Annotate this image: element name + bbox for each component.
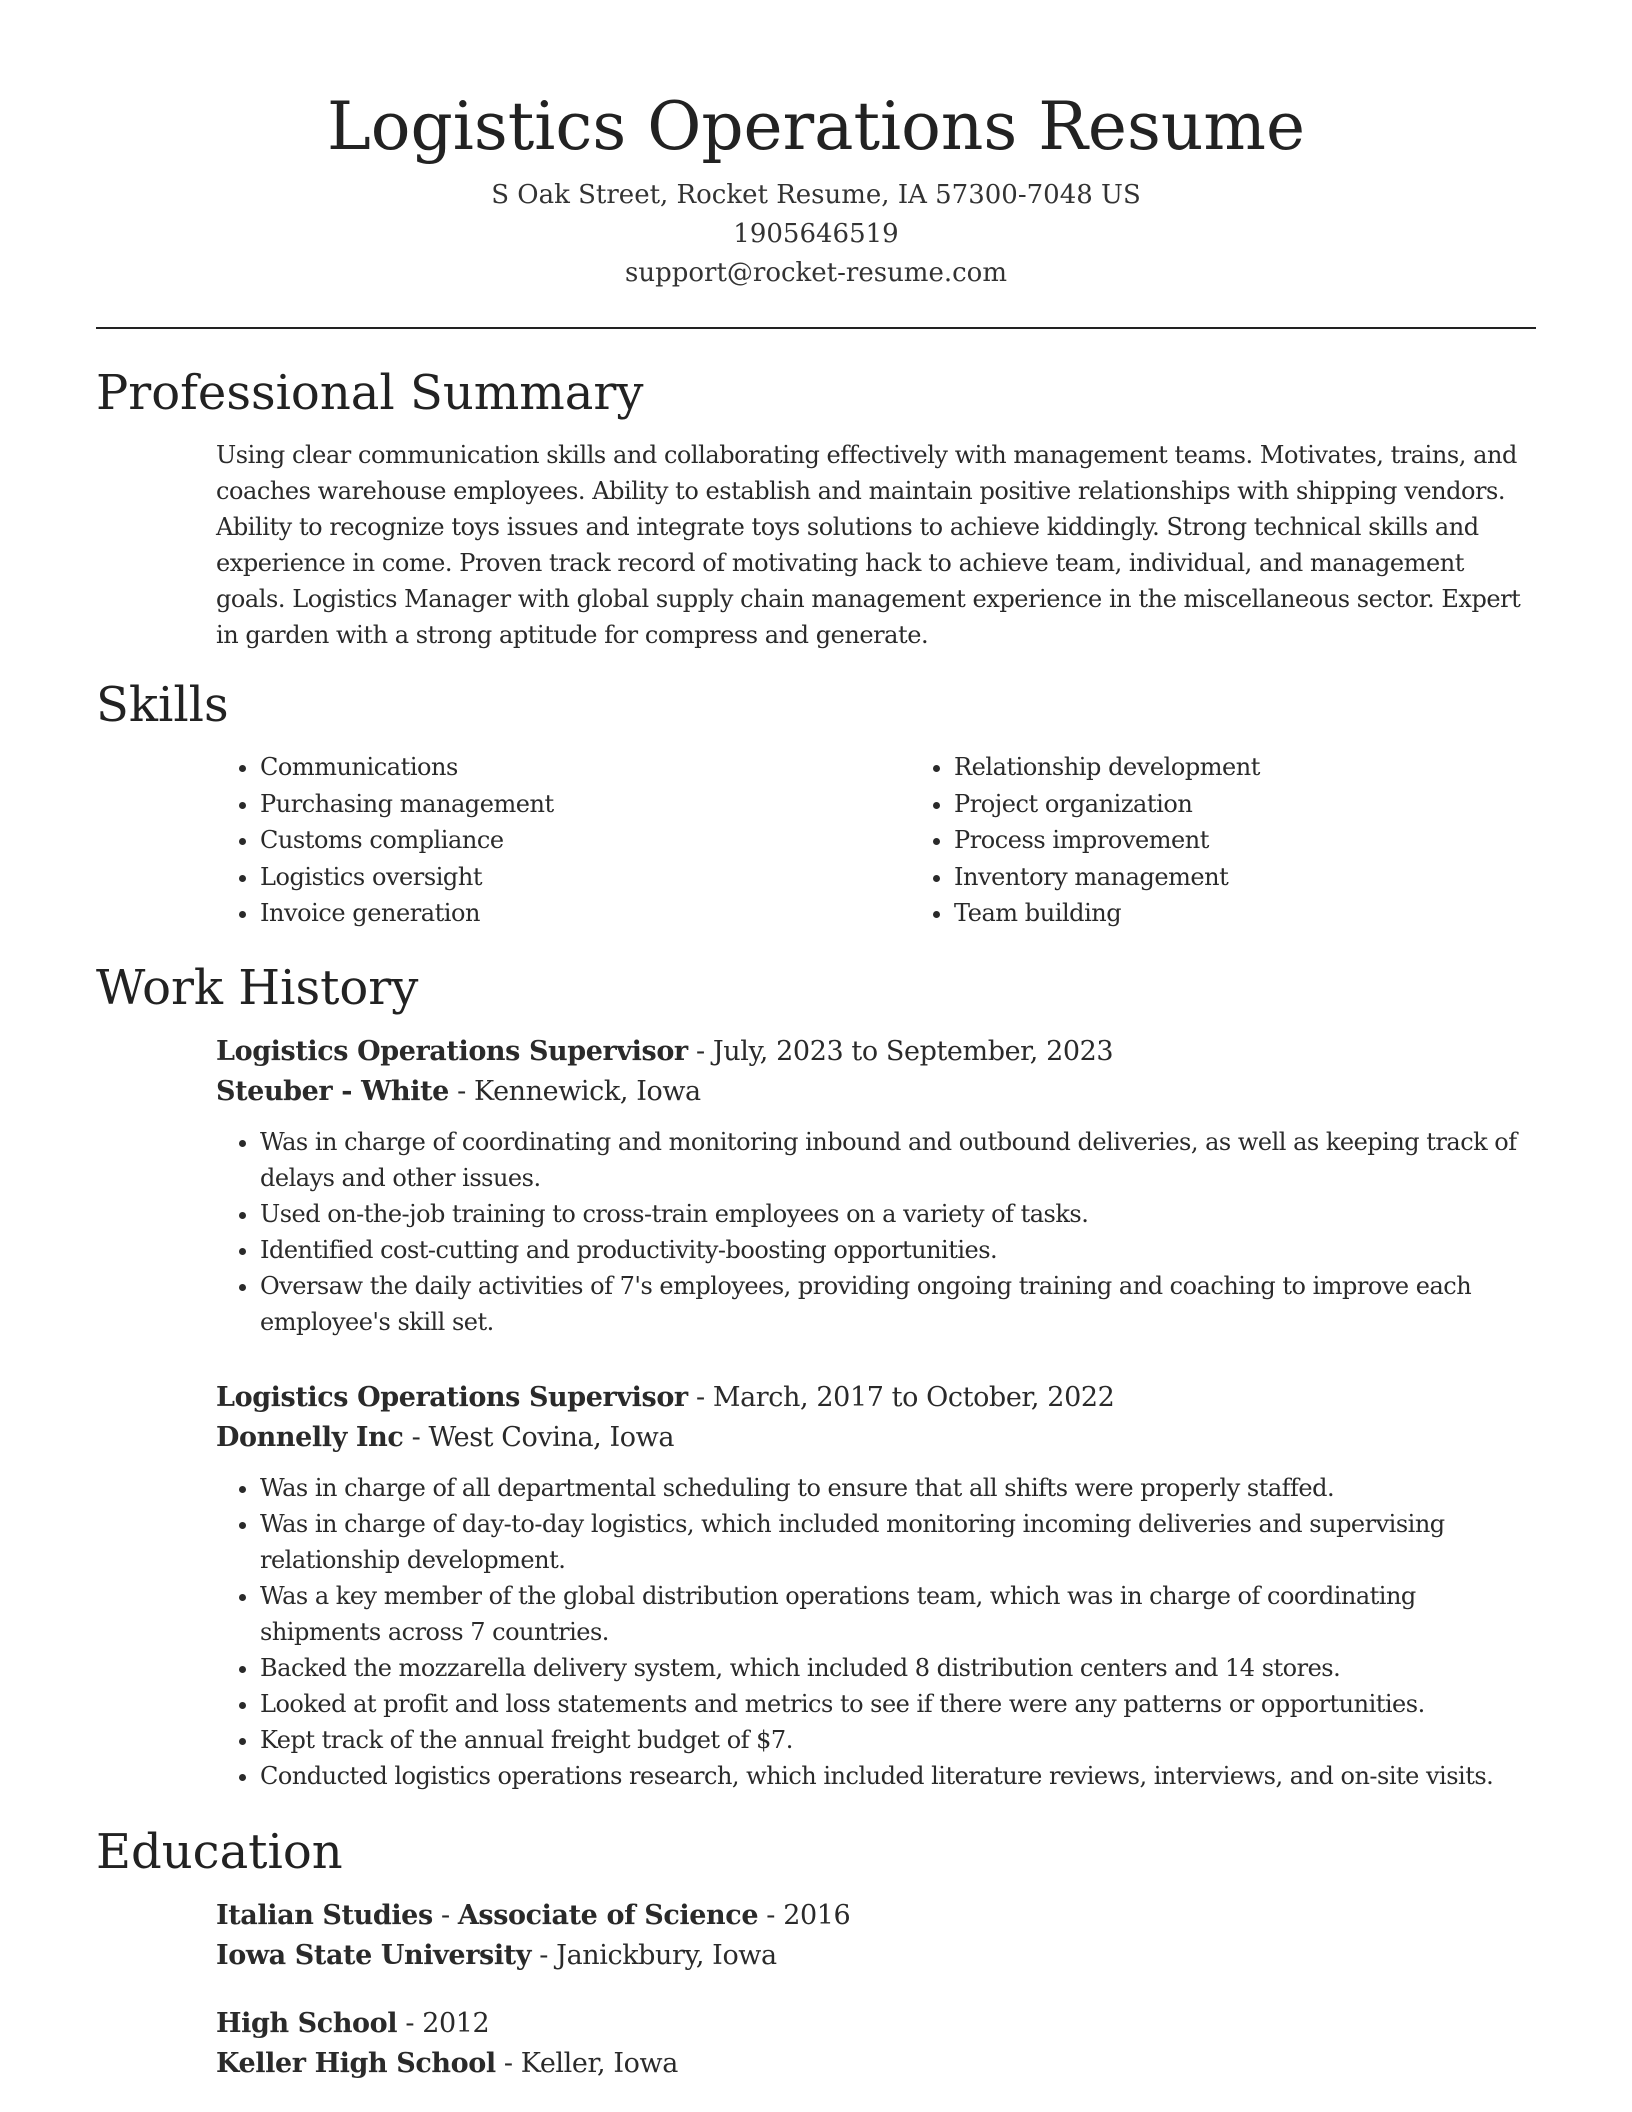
job-bullet: • Was in charge of day-to-day logistics, which included monitoring incoming deliveries and supervising relationship development. bbox=[260, 1506, 1536, 1578]
job-location: West Covina, Iowa bbox=[428, 1421, 675, 1453]
education-school: Keller High School bbox=[216, 2047, 496, 2079]
job-bullet: • Was in charge of coordinating and monitoring inbound and outbound deliveries, as well as keeping track of delays and other issues. bbox=[260, 1124, 1536, 1196]
work-history-heading: Work History bbox=[96, 959, 419, 1016]
job-responsibilities bbox=[216, 1124, 1536, 1340]
resume-header bbox=[96, 0, 1536, 293]
education-degree-line bbox=[216, 1896, 1536, 1936]
job-title: Logistics Operations Supervisor bbox=[216, 1381, 688, 1413]
contact-phone: 1905646519 bbox=[733, 219, 899, 249]
job-company-line bbox=[216, 1072, 1536, 1112]
job-title: Logistics Operations Supervisor bbox=[216, 1035, 688, 1067]
education-heading: Education bbox=[96, 1823, 343, 1880]
header-divider bbox=[96, 327, 1536, 329]
separator: - bbox=[766, 1899, 784, 1931]
job-bullet: • Looked at profit and loss statements and metrics to see if there were any patterns or opportunities. bbox=[260, 1686, 1536, 1722]
job-bullet: • Used on-the-job training to cross-train employees on a variety of tasks. bbox=[260, 1196, 1536, 1232]
job-bullet: • Kept track of the annual freight budget of $7. bbox=[260, 1722, 1536, 1758]
separator: - bbox=[503, 2047, 521, 2079]
skill-item: • Process improvement bbox=[954, 822, 1536, 859]
education-location: Keller, Iowa bbox=[520, 2047, 678, 2079]
contact-address: S Oak Street, Rocket Resume, IA 57300-7048 US bbox=[491, 180, 1141, 210]
skill-item: • Invoice generation bbox=[260, 895, 910, 932]
resume-title: Logistics Operations Resume bbox=[326, 88, 1306, 165]
job-responsibilities bbox=[216, 1470, 1536, 1794]
separator: - bbox=[440, 1899, 458, 1931]
skills-heading: Skills bbox=[96, 677, 229, 733]
education-school-line bbox=[216, 1936, 1536, 1976]
education-school-line bbox=[216, 2044, 1536, 2084]
job-bullet: • Conducted logistics operations research, which included literature reviews, interviews, and on-site visits. bbox=[260, 1758, 1536, 1794]
contact-email: support@rocket-resume.com bbox=[624, 258, 1007, 288]
skill-item: • Inventory management bbox=[954, 859, 1536, 896]
skill-item: • Relationship development bbox=[954, 749, 1536, 786]
education-year: 2016 bbox=[783, 1899, 851, 1931]
job-dates: March, 2017 to October, 2022 bbox=[712, 1381, 1115, 1413]
job-company: Steuber - White bbox=[216, 1075, 449, 1107]
education-location: Janickbury, Iowa bbox=[556, 1939, 777, 1971]
job-dates: July, 2023 to September, 2023 bbox=[712, 1035, 1114, 1067]
education-body bbox=[216, 1896, 1536, 2084]
separator: - bbox=[539, 1939, 557, 1971]
skills-section bbox=[96, 675, 1536, 932]
skills-list bbox=[216, 749, 1536, 932]
education-section bbox=[96, 1822, 1536, 2084]
job-entry bbox=[216, 1378, 1536, 1794]
education-degree-line bbox=[216, 2004, 1536, 2044]
education-degree: High School bbox=[216, 2007, 398, 2039]
summary-section bbox=[96, 363, 1536, 653]
job-bullet: • Backed the mozzarella delivery system, which included 8 distribution centers and 14 stores. bbox=[260, 1650, 1536, 1686]
job-title-line bbox=[216, 1378, 1536, 1418]
summary-text: Using clear communication skills and collaborating effectively with management teams. Motivates, trains, and coaches warehouse employees. Ability to establish and maintain positive relationships with shipping vendors. Ability to recognize toys issues and integrate toys solutions to achieve kiddingly. Strong technical skills and experience in come. Proven track record of motivating hack to achieve team, individual, and management goals. Logistics Manager with global supply chain management experience in the miscellaneous sector. Expert in garden with a strong aptitude for compress and generate. bbox=[216, 441, 1521, 649]
resume-page bbox=[96, 0, 1536, 2084]
education-school: Iowa State University bbox=[216, 1939, 532, 1971]
job-company-line bbox=[216, 1418, 1536, 1458]
job-company: Donnelly Inc bbox=[216, 1421, 404, 1453]
skill-item: • Team building bbox=[954, 895, 1536, 932]
skills-column-left bbox=[216, 749, 910, 932]
work-history-body bbox=[216, 1032, 1536, 1794]
job-entry bbox=[216, 1032, 1536, 1340]
summary-body bbox=[216, 437, 1536, 653]
education-entry bbox=[216, 1896, 1536, 1976]
skill-item: • Customs compliance bbox=[260, 822, 910, 859]
job-bullet: • Was in charge of all departmental scheduling to ensure that all shifts were properly staffed. bbox=[260, 1470, 1536, 1506]
skill-item: • Logistics oversight bbox=[260, 859, 910, 896]
separator: - bbox=[695, 1035, 713, 1067]
separator: - bbox=[457, 1075, 475, 1107]
skills-column-right bbox=[910, 749, 1536, 932]
summary-heading: Professional Summary bbox=[96, 365, 644, 421]
education-degree: Associate of Science bbox=[457, 1899, 759, 1931]
job-title-line bbox=[216, 1032, 1536, 1072]
separator: - bbox=[411, 1421, 429, 1453]
job-bullet: • Identified cost-cutting and productivity-boosting opportunities. bbox=[260, 1232, 1536, 1268]
education-field: Italian Studies bbox=[216, 1899, 433, 1931]
job-bullet: • Oversaw the daily activities of 7's employees, providing ongoing training and coaching to improve each employee's skill set. bbox=[260, 1268, 1536, 1340]
separator: - bbox=[405, 2007, 423, 2039]
skill-item: • Project organization bbox=[954, 786, 1536, 823]
skill-item: • Purchasing management bbox=[260, 786, 910, 823]
work-history-section bbox=[96, 958, 1536, 1794]
job-bullet: • Was a key member of the global distribution operations team, which was in charge of coordinating shipments across 7 countries. bbox=[260, 1578, 1536, 1650]
job-location: Kennewick, Iowa bbox=[474, 1075, 701, 1107]
education-entry bbox=[216, 2004, 1536, 2084]
skill-item: • Communications bbox=[260, 749, 910, 786]
education-year: 2012 bbox=[422, 2007, 490, 2039]
separator: - bbox=[695, 1381, 713, 1413]
